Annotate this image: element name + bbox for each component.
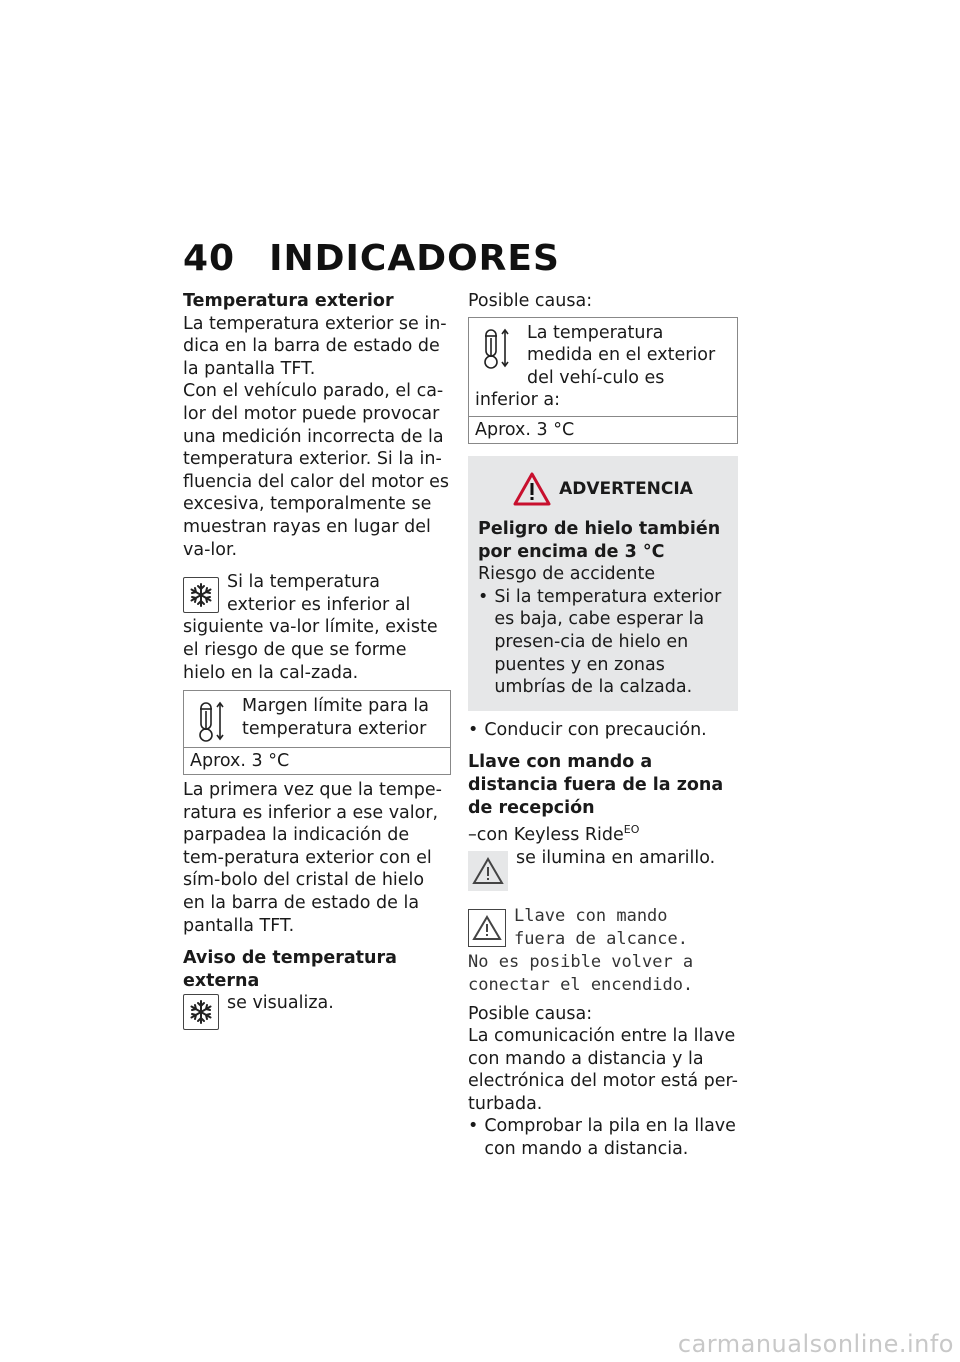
snowflake-icon xyxy=(183,577,219,613)
display-message-line: fuera de alcance. xyxy=(514,928,688,949)
paragraph: se visualiza. xyxy=(227,993,334,1014)
page-title: INDICADORES xyxy=(269,238,560,279)
warning-risk: Riesgo de accidente xyxy=(478,564,656,585)
display-message-line: Llave con mando xyxy=(514,905,668,926)
warning-bullet-text: Si la temperatura exterior es baja, cabe esperar la presen-cia de hielo en puentes y en zonas umbrías de la calzada. xyxy=(494,586,722,698)
display-message-line: No es posible volver a xyxy=(468,951,694,972)
thermometer-icon xyxy=(483,326,513,370)
table-label: Margen límite para la temperatura exterior xyxy=(242,696,429,739)
display-message-line: conectar el encendido. xyxy=(468,974,694,995)
limit-table xyxy=(183,690,451,775)
action-text: Comprobar la pila en la llave con mando a distancia. xyxy=(484,1116,736,1160)
table-value: Aprox. 3 °C xyxy=(190,751,290,772)
warning-heading: Peligro de hielo también por encima de 3 °C xyxy=(478,518,721,562)
page-number: 40 xyxy=(183,238,236,279)
warning-triangle-icon xyxy=(468,909,506,947)
table-value: Aprox. 3 °C xyxy=(475,419,575,440)
warning-title: ADVERTENCIA xyxy=(559,478,693,499)
snowflake-icon xyxy=(183,994,219,1030)
list-item: • Si la temperatura exterior es baja, cabe esperar la presen-cia de hielo en puentes y en zonas umbrías de la calzada. xyxy=(478,586,728,699)
amber-text: se ilumina en amarillo. xyxy=(516,847,716,868)
right-column xyxy=(468,290,738,1161)
heading-outside-temperature: Temperatura exterior xyxy=(183,291,394,311)
heading-key-out-of-range: Llave con mando a distancia fuera de la zona de recepción xyxy=(468,752,724,818)
heading-external-temp-warning: Aviso de temperatura externa xyxy=(183,948,397,991)
warning-triangle-icon xyxy=(513,472,551,506)
cause-table xyxy=(468,317,738,444)
possible-cause-label: Posible causa: xyxy=(468,1003,593,1024)
list-item: • Comprobar la pila en la llave con mando a distancia. xyxy=(468,1115,738,1160)
paragraph: La comunicación entre la llave con mando a distancia y la electrónica del motor está per-turbada. xyxy=(468,1026,738,1114)
list-item: • Conducir con precaución. xyxy=(468,719,707,740)
possible-cause-label: Posible causa: xyxy=(468,291,593,311)
page-header xyxy=(183,238,560,279)
watermark: carmanualsonline.info xyxy=(677,1330,954,1358)
warning-triangle-icon xyxy=(468,851,508,891)
paragraph: La temperatura exterior se in-dica en la barra de estado de la pantalla TFT. xyxy=(183,313,447,379)
table-row xyxy=(184,691,450,748)
left-column xyxy=(183,290,451,1032)
warning-box xyxy=(468,456,738,711)
paragraph: La primera vez que la tempe-ratura es inferior a ese valor, parpadea la indicación de tem-peratura exterior con el sím-bolo del cristal de hielo en la barra de estado de la pantalla TFT. xyxy=(183,780,442,936)
keyless-note: –con Keyless Ride$^{EO}$ xyxy=(468,823,640,845)
paragraph: Si la temperatura exterior es inferior al siguiente va-lor límite, existe el riesgo de que se forme hielo en la cal-zada. xyxy=(183,572,438,683)
thermometer-icon xyxy=(198,699,228,743)
table-label: La temperatura medida en el exterior del vehí-culo es inferior a: xyxy=(475,322,716,411)
action-text: Conducir con precaución. xyxy=(484,719,707,740)
warning-header xyxy=(478,472,728,506)
table-row xyxy=(469,318,737,417)
paragraph: Con el vehículo parado, el ca-lor del motor puede provocar una medición incorrecta de la temperatura exterior. Si la in-fluencia del calor del motor es excesiva, temporalmente se muestran rayas en lugar del va-lor. xyxy=(183,381,449,560)
